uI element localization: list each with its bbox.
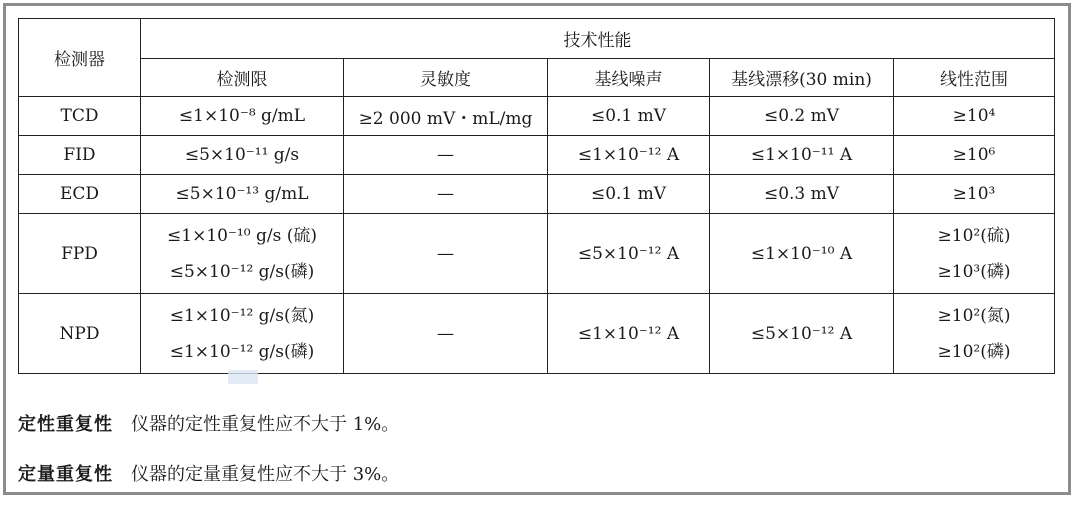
cell-detector: NPD (19, 294, 141, 374)
cell-baseline-drift: ≤0.2 mV (710, 97, 894, 136)
cell-baseline-noise: ≤5×10⁻¹² A (548, 214, 710, 294)
range-line-phosphorus: ≥10²(磷) (937, 341, 1011, 362)
range-line-sulfur: ≥10²(硫) (937, 225, 1011, 246)
header-baseline-noise: 基线噪声 (548, 59, 710, 97)
clause-text: 仪器的定性重复性应不大于 1%。 (131, 414, 400, 435)
cell-detection-limit (141, 214, 344, 294)
cell-detection-limit (141, 294, 344, 374)
cell-linear-range: ≥10⁴ (894, 97, 1055, 136)
header-row-1 (19, 19, 1055, 59)
cell-baseline-drift: ≤1×10⁻¹⁰ A (710, 214, 894, 294)
cell-baseline-noise: ≤1×10⁻¹² A (548, 294, 710, 374)
cell-baseline-drift: ≤0.3 mV (710, 175, 894, 214)
cell-baseline-noise: ≤0.1 mV (548, 97, 710, 136)
cell-detector: FID (19, 136, 141, 175)
header-row-2 (19, 59, 1055, 97)
cell-sensitivity: — (344, 214, 548, 294)
header-baseline-drift: 基线漂移(30 min) (710, 59, 894, 97)
cell-detection-limit: ≤5×10⁻¹³ g/mL (141, 175, 344, 214)
cell-baseline-noise: ≤1×10⁻¹² A (548, 136, 710, 175)
cell-baseline-noise: ≤0.1 mV (548, 175, 710, 214)
cell-baseline-drift: ≤5×10⁻¹² A (710, 294, 894, 374)
limit-line-phosphorus: ≤1×10⁻¹² g/s(磷) (169, 341, 315, 362)
header-technical-performance: 技术性能 (141, 19, 1055, 59)
cell-detector: FPD (19, 214, 141, 294)
cell-detection-limit: ≤5×10⁻¹¹ g/s (141, 136, 344, 175)
clause-text: 仪器的定量重复性应不大于 3%。 (131, 464, 400, 485)
cell-sensitivity: — (344, 294, 548, 374)
clause-quantitative-repeatability (18, 460, 399, 486)
cell-linear-range: ≥10³ (894, 175, 1055, 214)
cell-linear-range (894, 214, 1055, 294)
header-detector: 检测器 (19, 19, 141, 97)
table-row-fpd (19, 214, 1055, 294)
table-row-npd (19, 294, 1055, 374)
table-row-fid (19, 136, 1055, 175)
limit-line-sulfur: ≤1×10⁻¹⁰ g/s (硫) (167, 225, 317, 246)
clause-qualitative-repeatability (18, 410, 399, 436)
cell-detector: TCD (19, 97, 141, 136)
header-linear-range: 线性范围 (894, 59, 1055, 97)
clause-term: 定量重复性 (18, 464, 113, 485)
cell-detector: ECD (19, 175, 141, 214)
detector-performance-table (18, 18, 1055, 374)
limit-line-nitrogen: ≤1×10⁻¹² g/s(氮) (169, 305, 315, 326)
clause-term: 定性重复性 (18, 414, 113, 435)
table-row-tcd (19, 97, 1055, 136)
watermark-logo (228, 370, 258, 384)
cell-linear-range: ≥10⁶ (894, 136, 1055, 175)
cell-baseline-drift: ≤1×10⁻¹¹ A (710, 136, 894, 175)
header-sensitivity: 灵敏度 (344, 59, 548, 97)
cell-detection-limit: ≤1×10⁻⁸ g/mL (141, 97, 344, 136)
cell-linear-range (894, 294, 1055, 374)
range-line-nitrogen: ≥10²(氮) (937, 305, 1011, 326)
table-row-ecd (19, 175, 1055, 214)
cell-sensitivity: — (344, 175, 548, 214)
header-detection-limit: 检测限 (141, 59, 344, 97)
cell-sensitivity: — (344, 136, 548, 175)
cell-sensitivity: ≥2 000 mV・mL/mg (344, 97, 548, 136)
range-line-phosphorus: ≥10³(磷) (937, 261, 1011, 282)
limit-line-phosphorus: ≤5×10⁻¹² g/s(磷) (169, 261, 315, 282)
